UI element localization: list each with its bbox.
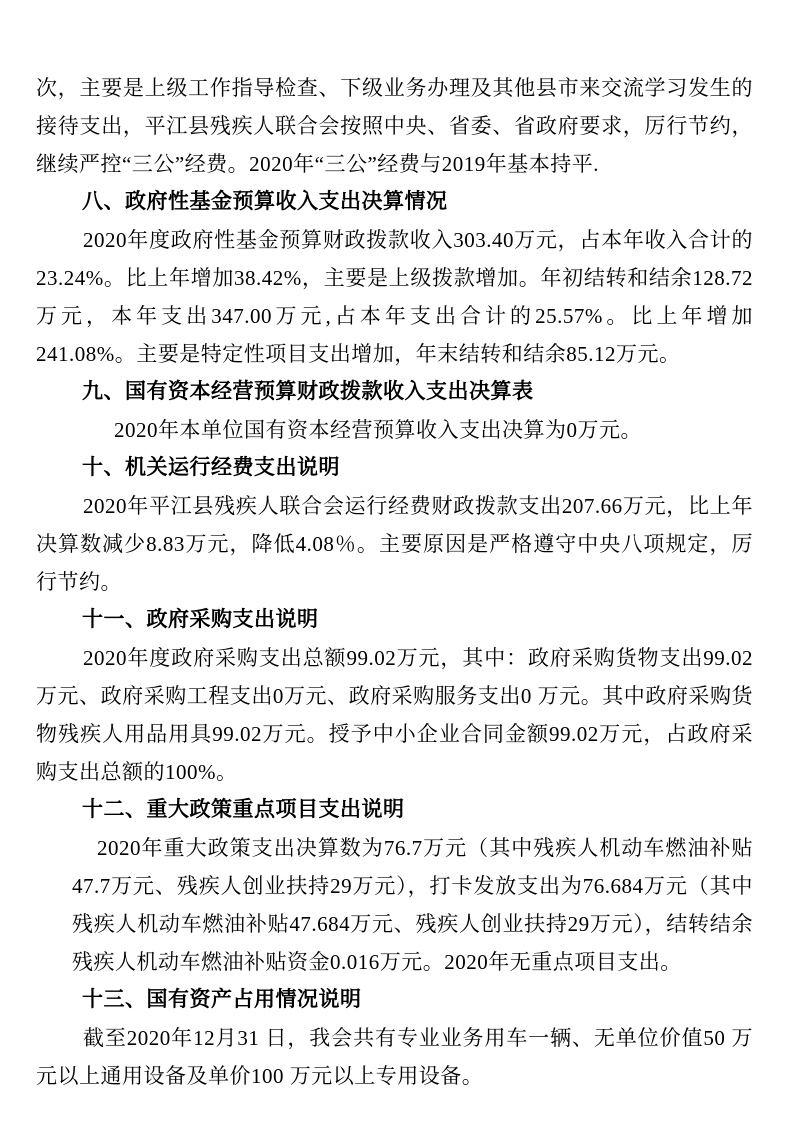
section-12-heading: 十二、重大政策重点项目支出说明 <box>82 798 405 821</box>
section-8-heading: 八、政府性基金预算收入支出决算情况 <box>82 190 448 213</box>
section-10-body: 2020年平江县残疾人联合会运行经费财政拨款支出207.66万元，比上年决算数减少8.83万元，降低4.08％。主要原因是严格遵守中央八项规定，厉行节约。 <box>36 494 753 594</box>
section-13-body: 截至2020年12月31 日，我会共有专业业务用车一辆、无单位价值50 万元以上通用设备及单价100 万元以上专用设备。 <box>36 1026 753 1088</box>
section-12-body: 2020年重大政策支出决算数为76.7万元（其中残疾人机动车燃油补贴47.7万元、残疾人创业扶持29万元），打卡发放支出为76.684万元（其中残疾人机动车燃油补贴47.684万元、残疾人创业扶持29万元），结转结余残疾人机动车燃油补贴资金0.016万元。2020年无重点项目支出。 <box>72 836 753 974</box>
continuation-paragraph: 次，主要是上级工作指导检查、下级业务办理及其他县市来交流学习发生的接待支出，平江县残疾人联合会按照中央、省委、省政府要求，厉行节约，继续严控“三公”经费。2020年“三公”经费与2019年基本持平. <box>36 76 753 176</box>
section-10-heading: 十、机关运行经费支出说明 <box>82 456 340 479</box>
section-11-body: 2020年度政府采购支出总额99.02万元，其中：政府采购货物支出99.02万元、政府采购工程支出0万元、政府采购服务支出0 万元。其中政府采购货物残疾人用品用具99.02万元。授予中小企业合同金额99.02万元，占政府采购支出总额的100%。 <box>36 646 753 784</box>
section-13-heading: 十三、国有资产占用情况说明 <box>82 988 362 1011</box>
section-8-body: 2020年度政府性基金预算财政拨款收入303.40万元，占本年收入合计的23.24%。比上年增加38.42%，主要是上级拨款增加。年初结转和结余128.72万元，本年支出347.00万元,占本年支出合计的25.57%。比上年增加241.08%。主要是特定性项目支出增加，年末结转和结余85.12万元。 <box>36 228 753 366</box>
section-11-heading: 十一、政府采购支出说明 <box>82 608 319 631</box>
section-9-body: 2020年本单位国有资本经营预算收入支出决算为0万元。 <box>114 418 642 442</box>
section-9-heading: 九、国有资本经营预算财政拨款收入支出决算表 <box>82 380 534 403</box>
